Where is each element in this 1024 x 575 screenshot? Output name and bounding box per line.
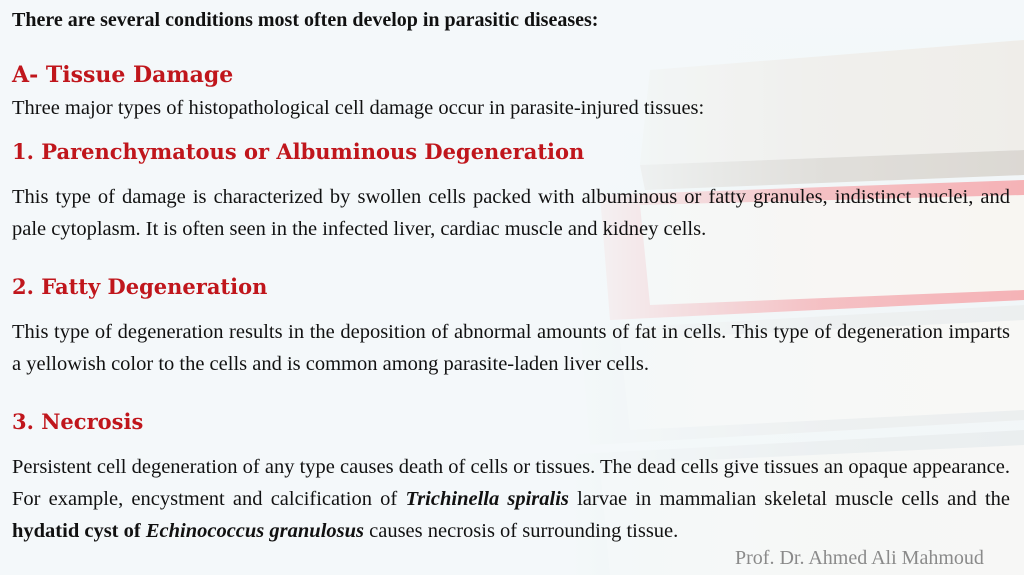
necrosis-text-middle: larvae in mammalian skeletal muscle cells and the xyxy=(568,488,1010,510)
species-trichinella: Trichinella spiralis xyxy=(405,488,569,510)
necrosis-text-after: causes necrosis of surrounding tissue. xyxy=(364,520,679,542)
species-echinococcus: Echinococcus granulosus xyxy=(145,520,364,542)
heading-fatty-degeneration: 2. Fatty Degeneration xyxy=(12,274,268,299)
paragraph-parenchymatous: This type of damage is characterized by swollen cells packed with albuminous or fatty granules, indistinct nuclei, and pale cytoplasm. It is often seen in the infected liver, cardiac muscle and kidney cells. xyxy=(12,186,1010,240)
necrosis-text-before: Persistent cell degeneration of any type causes death of cells or tissues. The dead cells give tissues an opaque appearance. For example, encystment and calcification of xyxy=(12,456,1010,510)
paragraph-necrosis xyxy=(12,451,1010,547)
heading-parenchymatous: 1. Parenchymatous or Albuminous Degeneration xyxy=(12,139,585,164)
intro-text: There are several conditions most often develop in parasitic diseases: xyxy=(12,9,599,31)
paragraph-fatty-degeneration: This type of degeneration results in the deposition of abnormal amounts of fat in cells. This type of degeneration imparts a yellowish color to the cells and is common among parasite-laden liver cells. xyxy=(12,321,1010,375)
author-footer: Prof. Dr. Ahmed Ali Mahmoud xyxy=(735,547,984,569)
heading-necrosis: 3. Necrosis xyxy=(12,409,144,434)
section-a-title: A- Tissue Damage xyxy=(12,62,234,88)
section-a-subtitle: Three major types of histopathological cell damage occur in parasite-injured tissues: xyxy=(12,97,705,119)
hydatid-cyst-phrase: hydatid cyst of xyxy=(12,520,146,542)
